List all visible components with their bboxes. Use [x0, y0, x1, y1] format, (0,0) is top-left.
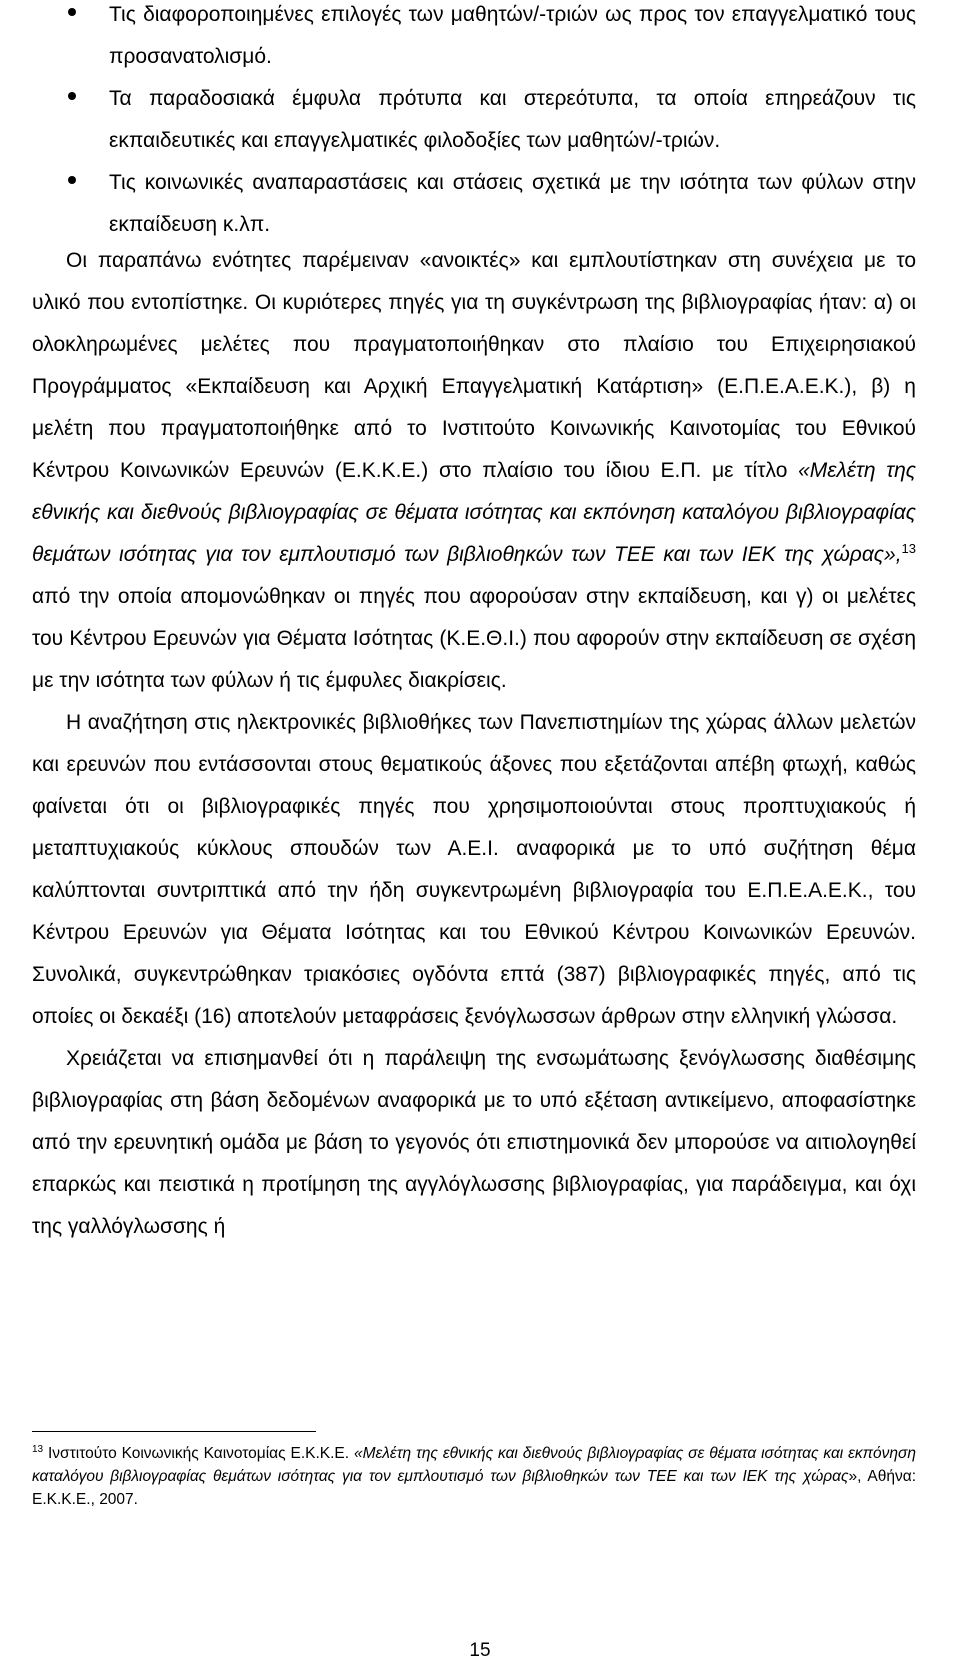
footnote-text: Ινστιτούτο Κοινωνικής Καινοτομίας Ε.Κ.Κ.Ε.	[43, 1445, 354, 1462]
footnote-title: «Μελέτη της εθνικής και διεθνούς βιβλιογραφίας σε θέματα ισότητας και εκπόνηση καταλόγου βιβλιογραφίας θεμάτων ισότητας για τον εμπλουτισμό των βιβλιοθηκών των ΤΕΕ και των ΙΕΚ της χώρας	[32, 1445, 916, 1485]
bullet-icon	[68, 92, 76, 100]
list-item	[0, 78, 960, 162]
paragraph: Η αναζήτηση στις ηλεκτρονικές βιβλιοθήκες των Πανεπιστημίων της χώρας άλλων μελετών και ερευνών που εντάσσονται στους θεματικούς άξονες που εξετάζονται απέβη φτωχή, καθώς φαίνεται ότι οι βιβλιογραφικές πηγές που χρησιμοποιούνται στους προπτυχιακούς ή μεταπτυχιακούς κύκλους σπουδών των Α.Ε.Ι. αναφορικά με το υπό συζήτηση θέμα καλύπτονται συντριπτικά από την ήδη συγκεντρωμένη βιβλιογραφία του Ε.Π.Ε.Α.Ε.Κ., του Κέντρου Ερευνών για Θέματα Ισότητας και του Εθνικού Κέντρου Κοινωνικών Ερευνών. Συνολικά, συγκεντρώθηκαν τριακόσιες ογδόντα επτά (387) βιβλιογραφικές πηγές, από τις οποίες οι δεκαέξι (16) αποτελούν μεταφράσεις ξενόγλωσσων άρθρων στην ελληνική γλώσσα.	[32, 711, 916, 1028]
paragraph-text: από την οποία απομονώθηκαν οι πηγές που αφορούσαν στην εκπαίδευση, και γ) οι μελέτες του Κέντρου Ερευνών για Θέματα Ισότητας (Κ.Ε.Θ.Ι.) που αφορούν στην εκπαίδευση σε σχέση με την ισότητα των φύλων ή τις έμφυλες διακρίσεις.	[32, 585, 916, 692]
body-text	[32, 240, 916, 1248]
paragraph-text: Οι παραπάνω ενότητες παρέμειναν «ανοικτές» και εμπλουτίστηκαν στη συνέχεια με το υλικό που εντοπίστηκε. Οι κυριότερες πηγές για τη συγκέντρωση της βιβλιογραφίας ήταν: α) οι ολοκληρωμένες μελέτες που πραγματοποιήθηκαν στο πλαίσιο του Επιχειρησιακού Προγράμματος «Εκπαίδευση και Αρχική Επαγγελματική Κατάρτιση» (Ε.Π.Ε.Α.Ε.Κ.), β) η μελέτη που πραγματοποιήθηκε από το Ινστιτούτο Κοινωνικής Καινοτομίας του Εθνικού Κέντρου Κοινωνικών Ερευνών (Ε.Κ.Κ.Ε.) στο πλαίσιο του ίδιου Ε.Π. με τίτλο	[32, 249, 916, 482]
bullet-icon	[68, 8, 76, 16]
footnote-reference: 13	[901, 541, 916, 556]
paragraph	[32, 240, 916, 702]
footnote-text: », Αθήνα: Ε.Κ.Κ.Ε., 2007.	[32, 1468, 916, 1508]
footnote	[32, 1442, 916, 1511]
list-item	[0, 162, 960, 246]
list-item-text: Τις κοινωνικές αναπαραστάσεις και στάσεις σχετικά με την ισότητα των φύλων στην εκπαίδευση κ.λπ.	[109, 171, 916, 236]
list-item-text: Τα παραδοσιακά έμφυλα πρότυπα και στερεότυπα, τα οποία επηρεάζουν τις εκπαιδευτικές και επαγγελματικές φιλοδοξίες των μαθητών/-τριών.	[109, 87, 916, 152]
list-item-text: Τις διαφοροποιημένες επιλογές των μαθητών/-τριών ως προς τον επαγγελματικό τους προσανατολισμό.	[109, 3, 916, 68]
study-title: «Μελέτη της εθνικής και διεθνούς βιβλιογραφίας σε θέματα ισότητας και εκπόνηση καταλόγου βιβλιογραφίας θεμάτων ισότητας για τον εμπλουτισμό των βιβλιοθηκών των ΤΕΕ και των ΙΕΚ της χώρας»,	[32, 459, 917, 566]
bullet-icon	[68, 176, 76, 184]
bullet-list	[0, 0, 960, 246]
list-item	[0, 0, 960, 78]
page-number: 15	[469, 1640, 491, 1661]
paragraph: Χρειάζεται να επισημανθεί ότι η παράλειψη της ενσωμάτωσης ξενόγλωσσης διαθέσιμης βιβλιογραφίας στη βάση δεδομένων αναφορικά με το υπό εξέταση αντικείμενο, αποφασίστηκε από την ερευνητική ομάδα με βάση το γεγονός ότι επιστημονικά δεν μπορούσε να αιτιολογηθεί επαρκώς και πειστικά η προτίμηση της αγγλόγλωσσης βιβλιογραφίας, για παράδειγμα, και όχι της γαλλόγλωσσης ή	[32, 1047, 916, 1238]
footnote-number: 13	[32, 1443, 44, 1455]
footnote-separator	[32, 1431, 316, 1432]
